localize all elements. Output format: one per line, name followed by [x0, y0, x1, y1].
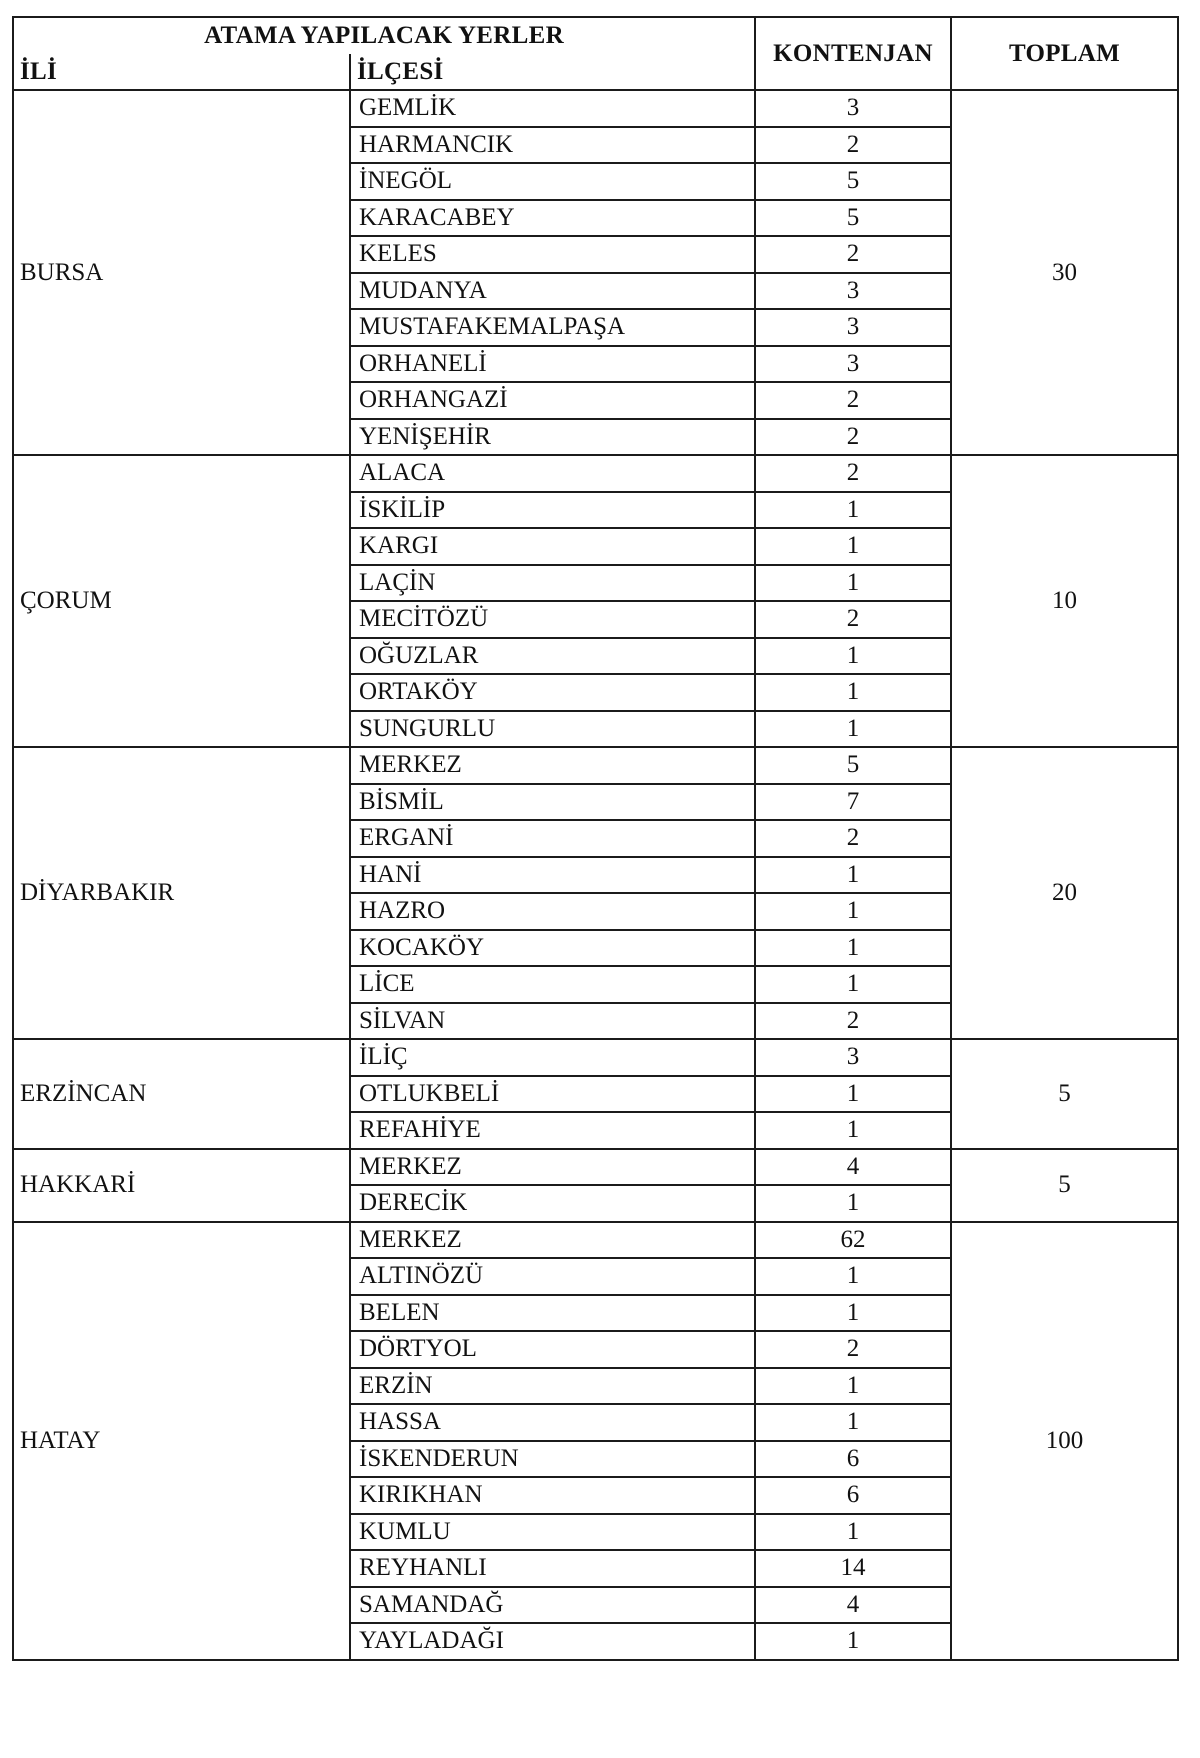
district-name: HANİ	[350, 857, 755, 894]
district-quota: 2	[755, 236, 951, 273]
district-name: OĞUZLAR	[350, 638, 755, 675]
district-quota: 3	[755, 1039, 951, 1076]
district-name: REYHANLI	[350, 1550, 755, 1587]
district-quota: 2	[755, 1003, 951, 1040]
table-row	[13, 1039, 1178, 1076]
district-name: DERECİK	[350, 1185, 755, 1222]
district-name: MERKEZ	[350, 1222, 755, 1259]
district-name: OTLUKBELİ	[350, 1076, 755, 1113]
district-name: KUMLU	[350, 1514, 755, 1551]
table-row	[13, 747, 1178, 784]
district-name: GEMLİK	[350, 90, 755, 127]
district-quota: 2	[755, 455, 951, 492]
province-name: DİYARBAKIR	[13, 747, 350, 1039]
district-name: REFAHİYE	[350, 1112, 755, 1149]
district-quota: 3	[755, 90, 951, 127]
district-quota: 1	[755, 674, 951, 711]
district-name: HAZRO	[350, 893, 755, 930]
district-quota: 2	[755, 601, 951, 638]
province-name: HAKKARİ	[13, 1149, 350, 1222]
district-quota: 2	[755, 127, 951, 164]
province-total: 20	[951, 747, 1178, 1039]
district-quota: 5	[755, 200, 951, 237]
district-quota: 1	[755, 966, 951, 1003]
district-name: HASSA	[350, 1404, 755, 1441]
district-quota: 14	[755, 1550, 951, 1587]
district-name: MECİTÖZÜ	[350, 601, 755, 638]
province-name: ÇORUM	[13, 455, 350, 747]
district-quota: 2	[755, 1331, 951, 1368]
header-kontenjan: KONTENJAN	[755, 17, 951, 90]
province-name: BURSA	[13, 90, 350, 455]
district-name: İLİÇ	[350, 1039, 755, 1076]
district-name: KARACABEY	[350, 200, 755, 237]
district-quota: 1	[755, 638, 951, 675]
district-quota: 1	[755, 1112, 951, 1149]
district-quota: 62	[755, 1222, 951, 1259]
district-name: SAMANDAĞ	[350, 1587, 755, 1624]
district-name: HARMANCIK	[350, 127, 755, 164]
district-quota: 1	[755, 930, 951, 967]
province-name: ERZİNCAN	[13, 1039, 350, 1149]
district-name: İSKİLİP	[350, 492, 755, 529]
district-quota: 7	[755, 784, 951, 821]
district-name: YENİŞEHİR	[350, 419, 755, 456]
district-quota: 1	[755, 528, 951, 565]
district-name: MUDANYA	[350, 273, 755, 310]
district-name: SİLVAN	[350, 1003, 755, 1040]
district-quota: 4	[755, 1587, 951, 1624]
district-quota: 1	[755, 1295, 951, 1332]
district-quota: 4	[755, 1149, 951, 1186]
district-name: LİCE	[350, 966, 755, 1003]
district-name: ERGANİ	[350, 820, 755, 857]
district-name: MUSTAFAKEMALPAŞA	[350, 309, 755, 346]
district-name: ORHANELİ	[350, 346, 755, 383]
assignment-table	[12, 16, 1179, 1661]
district-quota: 1	[755, 857, 951, 894]
district-quota: 2	[755, 820, 951, 857]
province-total: 5	[951, 1039, 1178, 1149]
district-quota: 6	[755, 1477, 951, 1514]
district-quota: 2	[755, 382, 951, 419]
district-name: LAÇİN	[350, 565, 755, 602]
header-ilce: İLÇESİ	[350, 54, 755, 90]
table-row	[13, 90, 1178, 127]
district-name: SUNGURLU	[350, 711, 755, 748]
district-quota: 3	[755, 273, 951, 310]
district-name: ALTINÖZÜ	[350, 1258, 755, 1295]
table-row	[13, 1149, 1178, 1186]
district-quota: 1	[755, 492, 951, 529]
district-quota: 1	[755, 565, 951, 602]
table-body	[13, 90, 1178, 1660]
district-name: BELEN	[350, 1295, 755, 1332]
district-quota: 1	[755, 1404, 951, 1441]
province-total: 5	[951, 1149, 1178, 1222]
district-name: ORTAKÖY	[350, 674, 755, 711]
district-quota: 5	[755, 163, 951, 200]
table-row	[13, 455, 1178, 492]
district-quota: 2	[755, 419, 951, 456]
header-il: İLİ	[13, 54, 350, 90]
district-quota: 1	[755, 1368, 951, 1405]
province-total: 10	[951, 455, 1178, 747]
district-quota: 1	[755, 1514, 951, 1551]
district-name: KELES	[350, 236, 755, 273]
province-total: 100	[951, 1222, 1178, 1660]
district-name: ERZİN	[350, 1368, 755, 1405]
district-quota: 3	[755, 309, 951, 346]
district-name: MERKEZ	[350, 747, 755, 784]
district-quota: 1	[755, 1076, 951, 1113]
table-header	[13, 17, 1178, 90]
district-name: BİSMİL	[350, 784, 755, 821]
header-toplam: TOPLAM	[951, 17, 1178, 90]
district-name: İSKENDERUN	[350, 1441, 755, 1478]
district-quota: 1	[755, 1623, 951, 1660]
district-quota: 1	[755, 1258, 951, 1295]
district-quota: 1	[755, 893, 951, 930]
district-name: MERKEZ	[350, 1149, 755, 1186]
district-quota: 1	[755, 711, 951, 748]
table-row	[13, 1222, 1178, 1259]
district-name: DÖRTYOL	[350, 1331, 755, 1368]
district-quota: 6	[755, 1441, 951, 1478]
province-name: HATAY	[13, 1222, 350, 1660]
district-name: KOCAKÖY	[350, 930, 755, 967]
province-total: 30	[951, 90, 1178, 455]
district-name: KIRIKHAN	[350, 1477, 755, 1514]
district-name: KARGI	[350, 528, 755, 565]
district-name: YAYLADAĞI	[350, 1623, 755, 1660]
district-quota: 1	[755, 1185, 951, 1222]
district-quota: 5	[755, 747, 951, 784]
district-name: İNEGÖL	[350, 163, 755, 200]
district-name: ALACA	[350, 455, 755, 492]
district-name: ORHANGAZİ	[350, 382, 755, 419]
district-quota: 3	[755, 346, 951, 383]
header-title: ATAMA YAPILACAK YERLER	[13, 17, 755, 54]
